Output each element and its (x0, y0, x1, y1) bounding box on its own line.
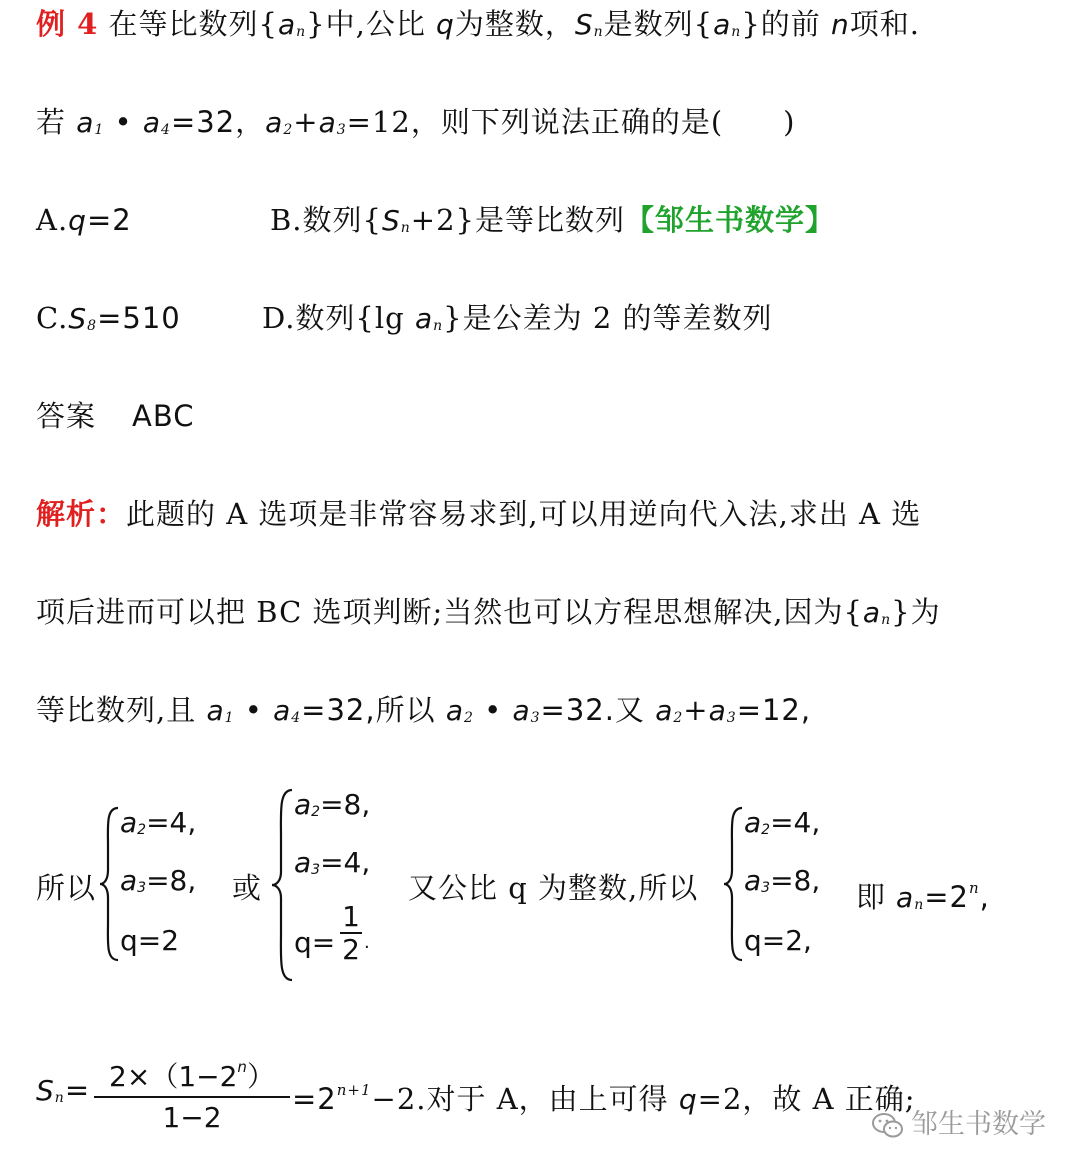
analysis-label: 解析： (36, 497, 127, 531)
then-text: 即 (856, 880, 887, 914)
text: =32.又 (540, 693, 656, 727)
period: . (364, 932, 370, 953)
analysis-line-2 (36, 592, 941, 640)
sup: n (237, 1058, 247, 1076)
text: 等比数列,且 (36, 693, 207, 727)
option-label: D.数列{lg (262, 301, 415, 335)
sub: 4 (291, 710, 302, 726)
denominator: 2 (342, 933, 360, 966)
text: 为整数， (454, 7, 575, 41)
text: 此题的 A 选项是非常容易求到,可以用逆向代入法,求出 A 选 (126, 497, 922, 531)
sub: n (881, 612, 892, 628)
var-S: S (36, 1074, 55, 1107)
sub: 3 (311, 862, 321, 878)
brace-1 (98, 806, 120, 962)
text: }中,公比 (306, 7, 437, 41)
numerator-end: ） (246, 1060, 275, 1093)
var-a: a (655, 694, 674, 727)
text: 若 (36, 105, 77, 139)
value: =8, (146, 864, 197, 897)
sub: 1 (94, 122, 105, 138)
text: 是数列{ (603, 7, 714, 41)
var-a: a (206, 694, 225, 727)
sys2-row-1 (294, 788, 370, 821)
sub: 2 (283, 122, 294, 138)
var-a: a (273, 694, 292, 727)
text: =510 (97, 301, 181, 335)
var-a: a (76, 106, 95, 139)
then-line (856, 868, 990, 925)
var-S: S (68, 302, 88, 335)
analysis-line-3 (36, 690, 811, 738)
value: =8, (770, 864, 821, 897)
problem-label: 例 4 (36, 7, 99, 41)
sub: 8 (87, 318, 98, 334)
var-a: a (445, 694, 464, 727)
sys1-row-3: q=2 (120, 924, 180, 957)
text: =12, (736, 693, 812, 727)
var-a: a (512, 694, 531, 727)
sup: n (968, 879, 980, 897)
value: =8, (320, 788, 371, 821)
var-a: a (896, 881, 915, 914)
sub: 2 (463, 710, 474, 726)
sys2-row-3: q= (294, 926, 336, 959)
var-S: S (574, 8, 594, 41)
option-c (36, 298, 181, 346)
sub: n (731, 24, 742, 40)
var-a: a (744, 864, 762, 897)
brace-2 (270, 788, 294, 982)
text: =2，故 A 正确; (697, 1082, 916, 1116)
option-a (36, 200, 132, 241)
option-label: B.数列{ (270, 203, 382, 237)
sn-lhs (36, 1070, 90, 1118)
brace-3 (722, 806, 744, 962)
text: −2.对于 A，由上可得 (371, 1082, 679, 1116)
sub: n (433, 318, 444, 334)
watermark-text: 邹生书数学 (911, 1109, 1046, 1140)
text: }是公差为 2 的等差数列 (443, 301, 773, 335)
var-a: a (862, 596, 882, 629)
sub: 2 (137, 822, 147, 838)
sys3-row-2 (744, 864, 820, 897)
sub: n (296, 24, 307, 40)
systems-prefix: 所以 (36, 871, 97, 905)
sn-denominator: 1−2 (162, 1101, 222, 1134)
value: =2 (924, 880, 969, 914)
answer-value: ABC (132, 399, 195, 433)
wechat-icon (871, 1112, 905, 1140)
plus: + (683, 693, 709, 727)
var-a: a (414, 302, 434, 335)
sn-numerator (94, 1048, 290, 1096)
text: =32,所以 (301, 693, 446, 727)
sub: 3 (336, 122, 347, 138)
var-a: a (120, 864, 138, 897)
or-text: 或 (232, 871, 263, 905)
text: =12，则下列说法正确的是( ) (346, 105, 796, 139)
text: 在等比数列{ (108, 7, 278, 41)
dot: • (473, 693, 513, 727)
var-a: a (277, 8, 297, 41)
var-a: a (294, 846, 312, 879)
sub: n (593, 24, 604, 40)
text: =2 (86, 203, 132, 237)
sub: 2 (673, 710, 684, 726)
plus: + (293, 105, 319, 139)
sub: n (54, 1090, 65, 1106)
option-label: A. (36, 203, 69, 237)
var-a: a (744, 806, 762, 839)
sn-rhs (292, 1070, 916, 1120)
dot: • (234, 693, 274, 727)
var-a: a (142, 106, 162, 139)
text: }的前 (741, 7, 831, 41)
answer-label: 答案 (36, 399, 97, 433)
var-a: a (265, 106, 284, 139)
sub: 3 (761, 880, 771, 896)
brand-tag: 【邹生书数学】 (625, 203, 836, 237)
var-a: a (294, 788, 312, 821)
var-n: n (830, 8, 850, 41)
sub: 4 (161, 122, 171, 138)
sys1-row-1 (120, 806, 196, 839)
text: 项后进而可以把 BC 选项判断;当然也可以方程思想解决,因为{ (36, 595, 863, 629)
sub: n (914, 897, 925, 913)
numerator: 1 (342, 900, 360, 933)
value: =4, (770, 806, 821, 839)
var-S: S (381, 204, 401, 237)
watermark (871, 1102, 1046, 1141)
text: =32， (170, 105, 266, 139)
problem-line-1 (36, 4, 920, 52)
comma: , (979, 880, 990, 914)
sub: 2 (761, 822, 771, 838)
sys1-row-2 (120, 864, 196, 897)
sys3-row-3: q=2, (744, 924, 812, 957)
sup: n+1 (336, 1081, 372, 1099)
sub: 3 (726, 710, 737, 726)
sub: 3 (530, 710, 541, 726)
text: +2}是等比数列 (410, 203, 625, 237)
var-a: a (713, 8, 732, 41)
var-a: a (708, 694, 727, 727)
sys3-row-1 (744, 806, 820, 839)
numerator-text: 2×（1−2 (109, 1060, 238, 1093)
sub: n (400, 220, 411, 236)
value: =4, (146, 806, 197, 839)
text: }为 (891, 595, 941, 629)
fraction-half (340, 902, 362, 966)
equals: = (64, 1073, 91, 1107)
problem-line-2 (36, 102, 796, 150)
option-b (270, 200, 835, 248)
sub: 2 (311, 804, 321, 820)
value: =2 (292, 1082, 337, 1116)
var-a: a (120, 806, 138, 839)
value: =4, (320, 846, 371, 879)
systems-mid-text: 又公比 q 为整数,所以 (408, 871, 699, 905)
var-q: q (436, 8, 455, 41)
answer-line (36, 396, 195, 436)
var-q: q (68, 204, 87, 237)
var-a: a (318, 106, 337, 139)
sn-fraction (94, 1048, 290, 1138)
option-label: C. (36, 301, 69, 335)
option-d (262, 298, 773, 346)
dot: • (104, 105, 143, 139)
sub: 1 (224, 710, 235, 726)
sub: 3 (137, 880, 147, 896)
var-q: q (678, 1083, 698, 1116)
sys2-row-2 (294, 846, 370, 879)
analysis-line-1 (36, 494, 921, 534)
text: 项和. (849, 7, 920, 41)
